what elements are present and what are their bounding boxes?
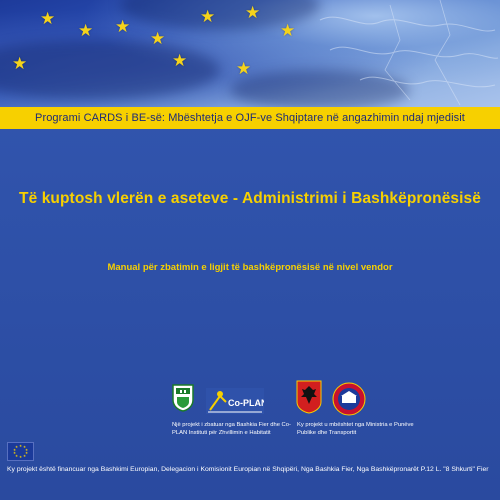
eu-star-icon: ★ — [172, 51, 188, 70]
eu-star-icon: ★ — [150, 29, 166, 48]
eu-flag-banner — [0, 0, 500, 107]
implementer-credit: Një projekt i zbatuar nga Bashkia Fier dhe Co-PLAN Instituti për Zhvillimin e Habitatit — [172, 422, 291, 436]
supporter-credit: Ky projekt u mbështet nga Ministria e Punëve Publike dhe Transportit — [297, 422, 414, 436]
eu-star-icon: ★ — [280, 21, 296, 40]
fier-coat-of-arms-icon — [172, 384, 194, 412]
eu-flag-icon: ★ ★ ★ ★ ★ ★ ★ ★ ★ ★ — [7, 442, 34, 461]
document-title: Të kuptosh vlerën e aseteve - Administrimi i Bashkëpronësisë — [19, 190, 481, 207]
ministry-logo-icon — [330, 382, 368, 416]
funding-note: Ky projekt është financuar nga Bashkimi Europian, Delegacion i Komisionit Europian në Shqipëri, Nga Bashkia Fier, Nga Bashkëpronarët P.12 L. "8 Shkurti" Fier — [7, 466, 489, 473]
eu-star-icon: ★ — [40, 9, 56, 28]
eu-star-icon: ★ — [200, 7, 216, 26]
coplan-logo — [206, 388, 264, 414]
coplan-wordmark: Co-PLAN — [228, 398, 264, 408]
eu-star-icon: ★ — [115, 17, 131, 36]
eu-star-icon: ★ — [245, 3, 261, 22]
eu-star-icon: ★ — [236, 59, 252, 78]
europe-map-outline — [300, 0, 500, 107]
eu-star-icon: ★ — [12, 54, 28, 73]
coplan-logo-icon — [206, 388, 264, 414]
eu-star-icon: ★ — [78, 21, 94, 40]
document-subtitle: Manual për zbatimin e ligjit të bashkëpronësisë në nivel vendor — [107, 262, 393, 273]
program-line: Programi CARDS i BE-së: Mbështetja e OJF-ve Shqiptare në angazhimin ndaj mjedisit — [35, 112, 465, 124]
albania-emblem-icon — [296, 380, 322, 414]
program-strip — [0, 107, 500, 129]
